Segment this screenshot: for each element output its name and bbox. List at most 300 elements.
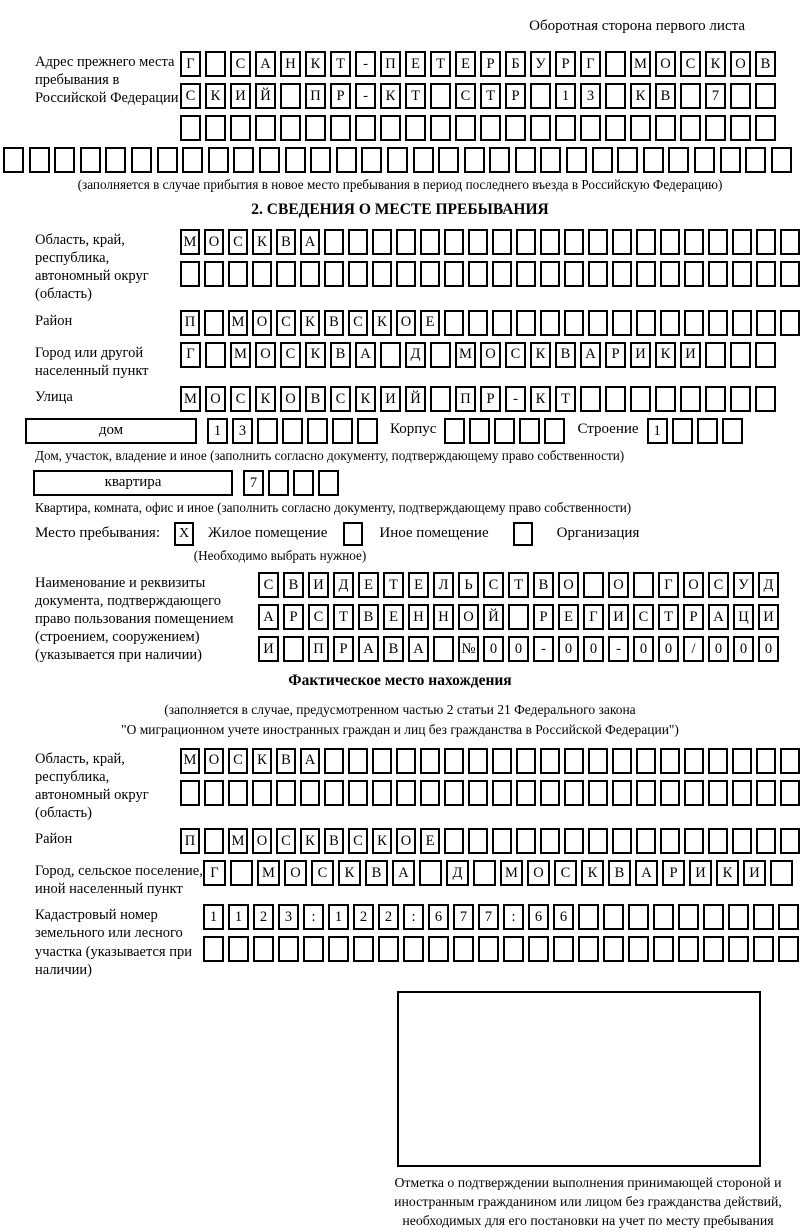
char-cell[interactable]: К	[305, 342, 326, 368]
char-cell[interactable]: Е	[558, 604, 579, 630]
char-cell[interactable]: К	[372, 310, 392, 336]
char-cell[interactable]: 7	[478, 904, 499, 930]
char-cell[interactable]	[732, 229, 752, 255]
char-cell[interactable]: Б	[505, 51, 526, 77]
char-cell[interactable]	[29, 147, 50, 173]
char-cell[interactable]	[318, 470, 339, 496]
char-cell[interactable]	[283, 636, 304, 662]
char-cell[interactable]	[430, 83, 451, 109]
char-cell[interactable]: М	[455, 342, 476, 368]
char-cell[interactable]: М	[180, 748, 200, 774]
char-cell[interactable]: К	[252, 229, 272, 255]
char-cell[interactable]: А	[708, 604, 729, 630]
char-cell[interactable]: И	[680, 342, 701, 368]
char-cell[interactable]: 0	[633, 636, 654, 662]
char-cell[interactable]: Р	[480, 386, 501, 412]
char-cell[interactable]	[660, 780, 680, 806]
char-cell[interactable]	[516, 828, 536, 854]
char-cell[interactable]: Т	[333, 604, 354, 630]
char-cell[interactable]	[564, 828, 584, 854]
char-cell[interactable]	[348, 261, 368, 287]
char-cell[interactable]	[468, 229, 488, 255]
char-cell[interactable]: Н	[280, 51, 301, 77]
char-cell[interactable]: П	[308, 636, 329, 662]
char-cell[interactable]: И	[630, 342, 651, 368]
char-cell[interactable]: Т	[330, 51, 351, 77]
char-cell[interactable]	[732, 828, 752, 854]
char-cell[interactable]: О	[252, 310, 272, 336]
char-cell[interactable]: -	[355, 51, 376, 77]
char-cell[interactable]	[348, 780, 368, 806]
char-cell[interactable]: 0	[583, 636, 604, 662]
char-cell[interactable]	[205, 51, 226, 77]
stay-type-checkbox-other-premises[interactable]	[343, 522, 363, 546]
char-cell[interactable]	[771, 147, 792, 173]
char-cell[interactable]	[708, 780, 728, 806]
char-cell[interactable]	[438, 147, 459, 173]
char-cell[interactable]: Р	[283, 604, 304, 630]
char-cell[interactable]	[578, 904, 599, 930]
char-cell[interactable]	[468, 780, 488, 806]
char-cell[interactable]: 1	[228, 904, 249, 930]
char-cell[interactable]: К	[530, 386, 551, 412]
char-cell[interactable]	[405, 115, 426, 141]
char-cell[interactable]: К	[530, 342, 551, 368]
char-cell[interactable]	[592, 147, 613, 173]
char-cell[interactable]: С	[230, 386, 251, 412]
char-cell[interactable]: М	[180, 386, 201, 412]
char-cell[interactable]	[205, 342, 226, 368]
char-cell[interactable]: Г	[203, 860, 226, 886]
char-cell[interactable]: С	[258, 572, 279, 598]
char-cell[interactable]	[255, 115, 276, 141]
char-cell[interactable]: С	[311, 860, 334, 886]
char-cell[interactable]	[605, 386, 626, 412]
char-cell[interactable]	[643, 147, 664, 173]
char-cell[interactable]: -	[355, 83, 376, 109]
char-cell[interactable]: С	[180, 83, 201, 109]
char-cell[interactable]: И	[689, 860, 712, 886]
char-cell[interactable]	[588, 310, 608, 336]
char-cell[interactable]	[182, 147, 203, 173]
char-cell[interactable]	[3, 147, 24, 173]
char-cell[interactable]: С	[348, 828, 368, 854]
char-cell[interactable]: В	[358, 604, 379, 630]
char-cell[interactable]	[468, 748, 488, 774]
char-cell[interactable]: Ц	[733, 604, 754, 630]
char-cell[interactable]	[276, 780, 296, 806]
char-cell[interactable]: В	[365, 860, 388, 886]
char-cell[interactable]	[753, 936, 774, 962]
char-cell[interactable]: О	[255, 342, 276, 368]
char-cell[interactable]: Т	[658, 604, 679, 630]
char-cell[interactable]	[755, 386, 776, 412]
char-cell[interactable]: М	[630, 51, 651, 77]
char-cell[interactable]: 2	[353, 904, 374, 930]
char-cell[interactable]	[433, 636, 454, 662]
char-cell[interactable]	[131, 147, 152, 173]
char-cell[interactable]: И	[230, 83, 251, 109]
char-cell[interactable]: Н	[408, 604, 429, 630]
char-cell[interactable]	[396, 780, 416, 806]
char-cell[interactable]	[728, 904, 749, 930]
char-cell[interactable]: И	[258, 636, 279, 662]
char-cell[interactable]: 0	[558, 636, 579, 662]
char-cell[interactable]: Т	[508, 572, 529, 598]
char-cell[interactable]	[580, 386, 601, 412]
char-cell[interactable]	[612, 310, 632, 336]
char-cell[interactable]	[205, 115, 226, 141]
char-cell[interactable]: К	[300, 828, 320, 854]
char-cell[interactable]: В	[305, 386, 326, 412]
char-cell[interactable]: М	[228, 310, 248, 336]
char-cell[interactable]	[603, 904, 624, 930]
char-cell[interactable]	[478, 936, 499, 962]
char-cell[interactable]	[588, 261, 608, 287]
char-cell[interactable]	[280, 83, 301, 109]
char-cell[interactable]: Е	[420, 310, 440, 336]
char-cell[interactable]	[660, 748, 680, 774]
char-cell[interactable]: И	[380, 386, 401, 412]
char-cell[interactable]: И	[608, 604, 629, 630]
char-cell[interactable]	[228, 780, 248, 806]
char-cell[interactable]	[756, 229, 776, 255]
char-cell[interactable]: М	[180, 229, 200, 255]
char-cell[interactable]	[420, 748, 440, 774]
char-cell[interactable]: В	[555, 342, 576, 368]
char-cell[interactable]: К	[630, 83, 651, 109]
char-cell[interactable]: Й	[255, 83, 276, 109]
char-cell[interactable]	[612, 748, 632, 774]
char-cell[interactable]: С	[455, 83, 476, 109]
char-cell[interactable]: В	[533, 572, 554, 598]
char-cell[interactable]	[636, 828, 656, 854]
char-cell[interactable]	[105, 147, 126, 173]
char-cell[interactable]	[564, 261, 584, 287]
char-cell[interactable]	[705, 342, 726, 368]
char-cell[interactable]	[630, 386, 651, 412]
char-cell[interactable]	[730, 115, 751, 141]
char-cell[interactable]: Л	[433, 572, 454, 598]
char-cell[interactable]	[680, 386, 701, 412]
char-cell[interactable]	[361, 147, 382, 173]
char-cell[interactable]: К	[716, 860, 739, 886]
char-cell[interactable]	[378, 936, 399, 962]
char-cell[interactable]	[653, 904, 674, 930]
char-cell[interactable]	[276, 261, 296, 287]
char-cell[interactable]	[204, 261, 224, 287]
char-cell[interactable]	[257, 418, 278, 444]
char-cell[interactable]: Г	[180, 51, 201, 77]
char-cell[interactable]: В	[324, 828, 344, 854]
char-cell[interactable]: 1	[207, 418, 228, 444]
char-cell[interactable]	[668, 147, 689, 173]
char-cell[interactable]	[528, 936, 549, 962]
char-cell[interactable]: 0	[483, 636, 504, 662]
char-cell[interactable]	[722, 418, 743, 444]
char-cell[interactable]: Р	[480, 51, 501, 77]
char-cell[interactable]: Р	[683, 604, 704, 630]
char-cell[interactable]: 0	[758, 636, 779, 662]
char-cell[interactable]	[756, 261, 776, 287]
char-cell[interactable]	[697, 418, 718, 444]
char-cell[interactable]	[660, 261, 680, 287]
char-cell[interactable]	[680, 83, 701, 109]
char-cell[interactable]	[703, 936, 724, 962]
char-cell[interactable]: Т	[383, 572, 404, 598]
char-cell[interactable]	[444, 261, 464, 287]
char-cell[interactable]	[540, 310, 560, 336]
char-cell[interactable]	[755, 115, 776, 141]
char-cell[interactable]: М	[228, 828, 248, 854]
char-cell[interactable]	[660, 229, 680, 255]
char-cell[interactable]	[684, 828, 704, 854]
char-cell[interactable]	[684, 229, 704, 255]
char-cell[interactable]: :	[303, 904, 324, 930]
char-cell[interactable]	[612, 828, 632, 854]
char-cell[interactable]	[655, 115, 676, 141]
char-cell[interactable]	[703, 904, 724, 930]
char-cell[interactable]	[655, 386, 676, 412]
char-cell[interactable]	[580, 115, 601, 141]
char-cell[interactable]: В	[383, 636, 404, 662]
char-cell[interactable]	[492, 261, 512, 287]
char-cell[interactable]: К	[705, 51, 726, 77]
char-cell[interactable]	[778, 904, 799, 930]
char-cell[interactable]: К	[338, 860, 361, 886]
char-cell[interactable]	[259, 147, 280, 173]
char-cell[interactable]	[396, 261, 416, 287]
char-cell[interactable]: У	[530, 51, 551, 77]
char-cell[interactable]	[588, 780, 608, 806]
char-cell[interactable]	[180, 780, 200, 806]
char-cell[interactable]	[180, 261, 200, 287]
char-cell[interactable]	[430, 386, 451, 412]
char-cell[interactable]	[732, 748, 752, 774]
char-cell[interactable]: 1	[328, 904, 349, 930]
char-cell[interactable]: Р	[333, 636, 354, 662]
char-cell[interactable]	[468, 828, 488, 854]
char-cell[interactable]: Ь	[458, 572, 479, 598]
char-cell[interactable]: 6	[428, 904, 449, 930]
char-cell[interactable]	[420, 780, 440, 806]
char-cell[interactable]	[612, 261, 632, 287]
char-cell[interactable]	[756, 748, 776, 774]
char-cell[interactable]: О	[527, 860, 550, 886]
char-cell[interactable]: Д	[446, 860, 469, 886]
char-cell[interactable]	[684, 261, 704, 287]
char-cell[interactable]: О	[280, 386, 301, 412]
char-cell[interactable]: С	[348, 310, 368, 336]
char-cell[interactable]: Р	[662, 860, 685, 886]
char-cell[interactable]	[444, 310, 464, 336]
char-cell[interactable]	[756, 780, 776, 806]
char-cell[interactable]	[380, 342, 401, 368]
char-cell[interactable]: О	[730, 51, 751, 77]
char-cell[interactable]: :	[503, 904, 524, 930]
char-cell[interactable]	[303, 936, 324, 962]
char-cell[interactable]	[519, 418, 540, 444]
char-cell[interactable]: -	[608, 636, 629, 662]
char-cell[interactable]: А	[392, 860, 415, 886]
char-cell[interactable]	[396, 748, 416, 774]
char-cell[interactable]: Т	[480, 83, 501, 109]
char-cell[interactable]	[494, 418, 515, 444]
char-cell[interactable]: И	[758, 604, 779, 630]
char-cell[interactable]: А	[635, 860, 658, 886]
char-cell[interactable]	[564, 229, 584, 255]
char-cell[interactable]	[605, 83, 626, 109]
char-cell[interactable]: Е	[405, 51, 426, 77]
char-cell[interactable]	[555, 115, 576, 141]
char-cell[interactable]: 7	[243, 470, 264, 496]
char-cell[interactable]	[730, 342, 751, 368]
char-cell[interactable]	[508, 604, 529, 630]
char-cell[interactable]	[336, 147, 357, 173]
char-cell[interactable]	[540, 828, 560, 854]
char-cell[interactable]	[444, 418, 465, 444]
char-cell[interactable]: А	[258, 604, 279, 630]
char-cell[interactable]	[730, 83, 751, 109]
char-cell[interactable]: 0	[658, 636, 679, 662]
char-cell[interactable]: О	[608, 572, 629, 598]
char-cell[interactable]	[633, 572, 654, 598]
char-cell[interactable]	[310, 147, 331, 173]
char-cell[interactable]	[753, 904, 774, 930]
char-cell[interactable]: 2	[253, 904, 274, 930]
char-cell[interactable]: №	[458, 636, 479, 662]
char-cell[interactable]: 2	[378, 904, 399, 930]
char-cell[interactable]: А	[300, 229, 320, 255]
char-cell[interactable]: М	[230, 342, 251, 368]
char-cell[interactable]	[300, 780, 320, 806]
char-cell[interactable]	[780, 261, 800, 287]
char-cell[interactable]: 3	[232, 418, 253, 444]
char-cell[interactable]	[516, 261, 536, 287]
char-cell[interactable]	[708, 261, 728, 287]
char-cell[interactable]	[157, 147, 178, 173]
char-cell[interactable]	[372, 261, 392, 287]
char-cell[interactable]	[705, 386, 726, 412]
char-cell[interactable]: А	[355, 342, 376, 368]
char-cell[interactable]	[330, 115, 351, 141]
char-cell[interactable]: Е	[455, 51, 476, 77]
char-cell[interactable]	[505, 115, 526, 141]
char-cell[interactable]: :	[403, 904, 424, 930]
char-cell[interactable]: -	[505, 386, 526, 412]
char-cell[interactable]	[453, 936, 474, 962]
char-cell[interactable]: 3	[278, 904, 299, 930]
char-cell[interactable]	[516, 310, 536, 336]
char-cell[interactable]	[300, 261, 320, 287]
char-cell[interactable]: С	[280, 342, 301, 368]
char-cell[interactable]	[720, 147, 741, 173]
char-cell[interactable]: В	[276, 748, 296, 774]
char-cell[interactable]	[204, 780, 224, 806]
char-cell[interactable]	[732, 780, 752, 806]
char-cell[interactable]	[230, 115, 251, 141]
char-cell[interactable]: А	[580, 342, 601, 368]
char-cell[interactable]	[204, 828, 224, 854]
char-cell[interactable]	[492, 828, 512, 854]
char-cell[interactable]	[204, 310, 224, 336]
char-cell[interactable]: К	[581, 860, 604, 886]
char-cell[interactable]: С	[633, 604, 654, 630]
char-cell[interactable]: С	[228, 229, 248, 255]
char-cell[interactable]: М	[500, 860, 523, 886]
char-cell[interactable]	[455, 115, 476, 141]
char-cell[interactable]	[553, 936, 574, 962]
char-cell[interactable]	[468, 261, 488, 287]
char-cell[interactable]	[252, 261, 272, 287]
stay-type-checkbox-residential[interactable]: X	[174, 522, 194, 546]
char-cell[interactable]	[396, 229, 416, 255]
char-cell[interactable]: 7	[453, 904, 474, 930]
char-cell[interactable]	[680, 115, 701, 141]
char-cell[interactable]	[54, 147, 75, 173]
char-cell[interactable]	[420, 229, 440, 255]
char-cell[interactable]	[684, 310, 704, 336]
char-cell[interactable]: Г	[580, 51, 601, 77]
char-cell[interactable]	[755, 83, 776, 109]
char-cell[interactable]	[544, 418, 565, 444]
char-cell[interactable]	[480, 115, 501, 141]
char-cell[interactable]: К	[380, 83, 401, 109]
char-cell[interactable]: О	[284, 860, 307, 886]
char-cell[interactable]: В	[330, 342, 351, 368]
char-cell[interactable]: П	[180, 310, 200, 336]
char-cell[interactable]	[636, 310, 656, 336]
char-cell[interactable]: И	[743, 860, 766, 886]
char-cell[interactable]: О	[458, 604, 479, 630]
char-cell[interactable]: К	[372, 828, 392, 854]
char-cell[interactable]: А	[300, 748, 320, 774]
char-cell[interactable]	[293, 470, 314, 496]
char-cell[interactable]: К	[252, 748, 272, 774]
char-cell[interactable]	[780, 229, 800, 255]
char-cell[interactable]	[444, 748, 464, 774]
char-cell[interactable]	[489, 147, 510, 173]
char-cell[interactable]: -	[533, 636, 554, 662]
char-cell[interactable]	[278, 936, 299, 962]
char-cell[interactable]	[372, 748, 392, 774]
char-cell[interactable]	[530, 115, 551, 141]
char-cell[interactable]: /	[683, 636, 704, 662]
char-cell[interactable]	[357, 418, 378, 444]
char-cell[interactable]	[233, 147, 254, 173]
char-cell[interactable]: Р	[555, 51, 576, 77]
char-cell[interactable]: В	[324, 310, 344, 336]
char-cell[interactable]	[578, 936, 599, 962]
char-cell[interactable]: С	[505, 342, 526, 368]
char-cell[interactable]	[348, 748, 368, 774]
char-cell[interactable]	[280, 115, 301, 141]
char-cell[interactable]: П	[380, 51, 401, 77]
char-cell[interactable]	[612, 229, 632, 255]
char-cell[interactable]	[282, 418, 303, 444]
char-cell[interactable]	[444, 828, 464, 854]
char-cell[interactable]: В	[755, 51, 776, 77]
char-cell[interactable]: У	[733, 572, 754, 598]
char-cell[interactable]	[468, 310, 488, 336]
char-cell[interactable]	[588, 828, 608, 854]
char-cell[interactable]	[653, 936, 674, 962]
char-cell[interactable]: П	[305, 83, 326, 109]
char-cell[interactable]	[324, 748, 344, 774]
char-cell[interactable]	[516, 748, 536, 774]
char-cell[interactable]: Е	[420, 828, 440, 854]
char-cell[interactable]	[540, 147, 561, 173]
